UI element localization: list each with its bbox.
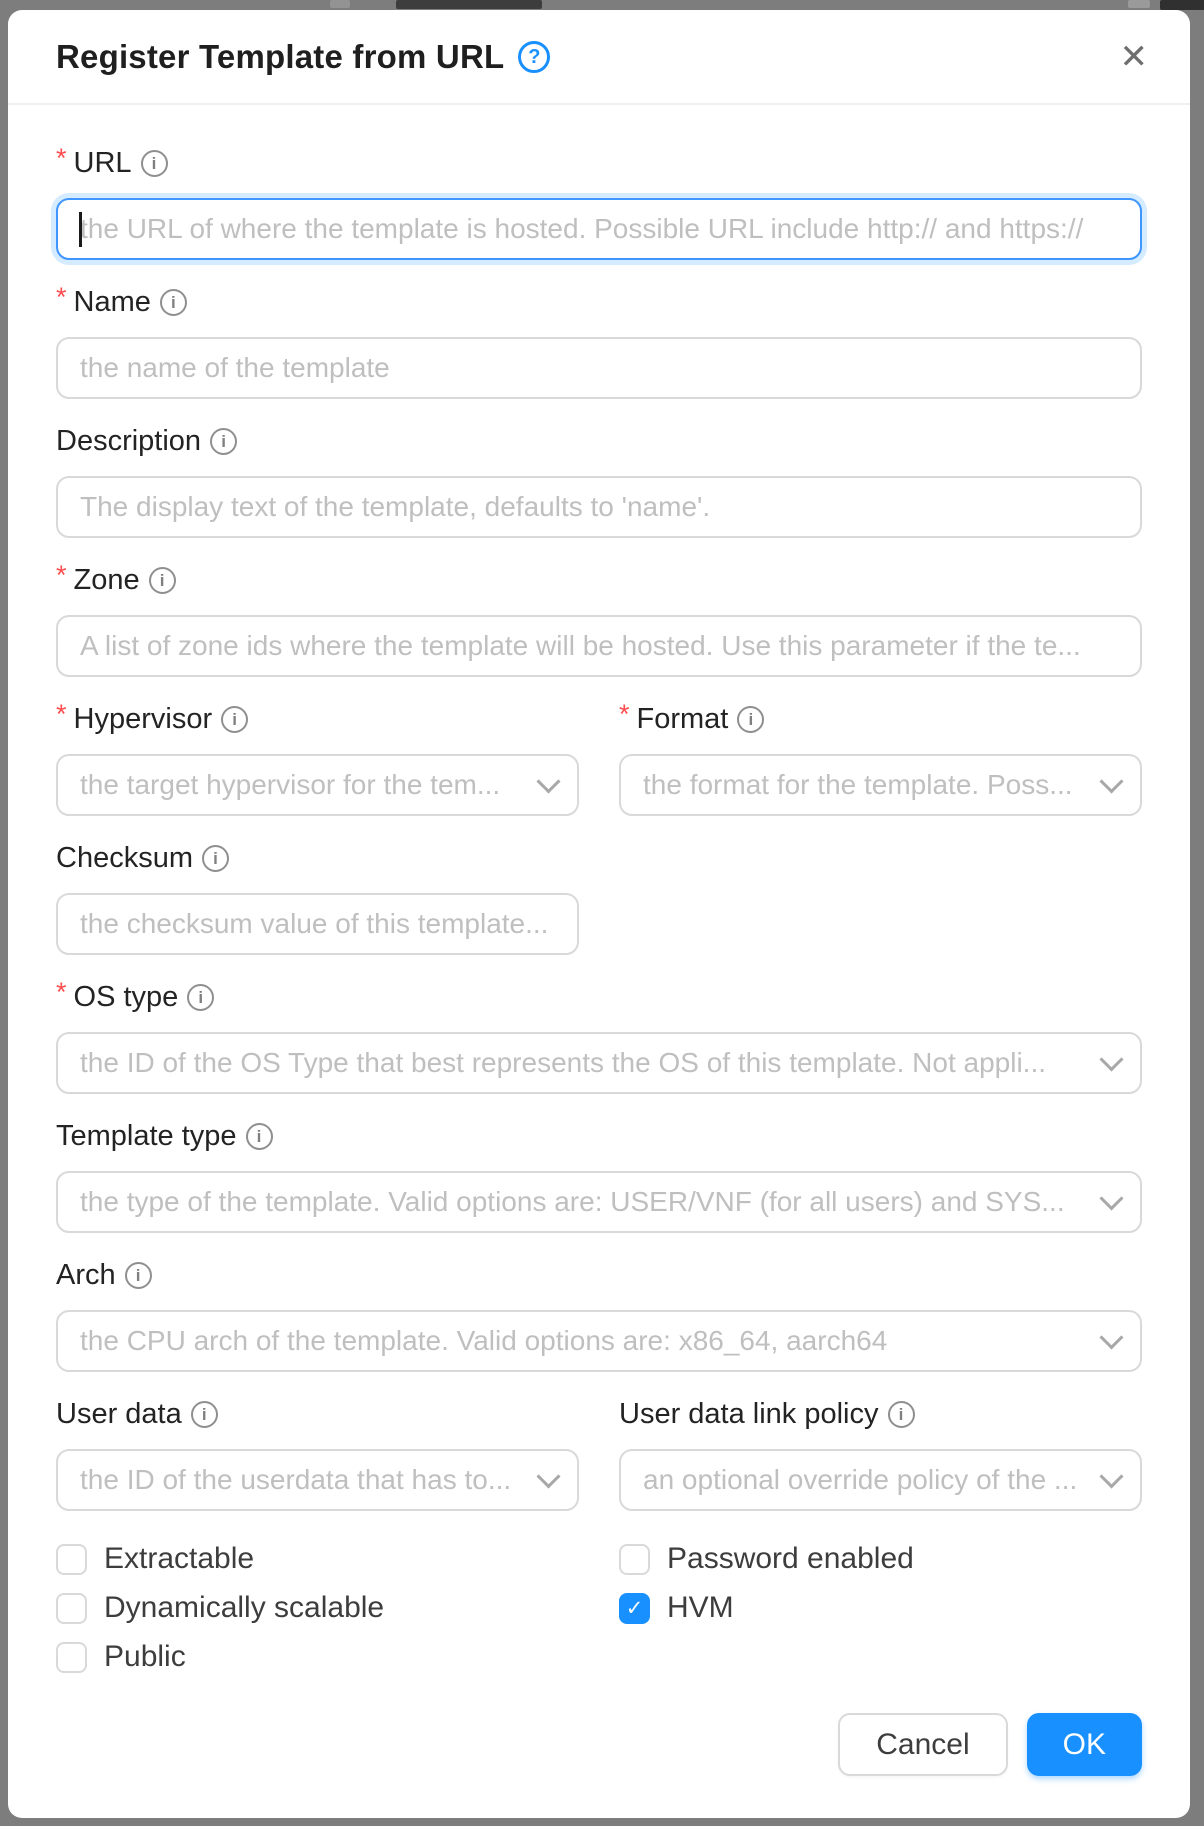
cancel-button[interactable]: Cancel	[838, 1713, 1007, 1776]
modal-footer	[8, 1713, 1190, 1818]
description-input[interactable]	[56, 476, 1142, 538]
field-templatetype	[56, 1120, 1142, 1233]
ostype-label: * OS type i	[56, 981, 1142, 1014]
info-icon[interactable]: i	[160, 289, 187, 316]
chevron-down-icon	[536, 1464, 560, 1488]
field-description	[56, 425, 1142, 538]
info-icon[interactable]: i	[149, 567, 176, 594]
register-template-modal	[8, 10, 1190, 1818]
password-enabled-checkbox[interactable]: Password enabled	[619, 1539, 1142, 1579]
field-name	[56, 282, 1142, 399]
url-label: * URL i	[56, 147, 1142, 180]
field-zone	[56, 560, 1142, 677]
field-ostype	[56, 977, 1142, 1094]
info-icon[interactable]: i	[191, 1401, 218, 1428]
checkbox-column-left	[56, 1539, 579, 1686]
description-label: Description i	[56, 425, 1142, 458]
close-icon[interactable]: ✕	[1119, 37, 1148, 76]
field-url	[56, 143, 1142, 260]
zone-label: * Zone i	[56, 564, 1142, 597]
public-checkbox[interactable]: Public	[56, 1637, 579, 1677]
background-page-fragment	[1160, 0, 1204, 10]
hypervisor-select[interactable]: the target hypervisor for the tem...	[56, 754, 579, 816]
chevron-down-icon	[1099, 769, 1123, 793]
chevron-down-icon	[1099, 1186, 1123, 1210]
help-circle-icon[interactable]: ?	[518, 41, 550, 73]
info-icon[interactable]: i	[246, 1123, 273, 1150]
dynamically-scalable-checkbox[interactable]: Dynamically scalable	[56, 1588, 579, 1628]
field-arch	[56, 1259, 1142, 1372]
required-mark: *	[56, 699, 67, 729]
name-input[interactable]	[56, 337, 1142, 399]
background-page-fragment	[330, 0, 350, 8]
background-page-fragment	[396, 0, 542, 9]
arch-label: Arch i	[56, 1259, 1142, 1292]
info-icon[interactable]: i	[210, 428, 237, 455]
background-page-fragment	[1128, 0, 1150, 8]
format-select[interactable]: the format for the template. Poss...	[619, 754, 1142, 816]
info-icon[interactable]: i	[141, 150, 168, 177]
modal-title: Register Template from URL	[56, 38, 505, 75]
text-cursor	[79, 212, 82, 247]
hvm-checkbox[interactable]: ✓ HVM	[619, 1588, 1142, 1628]
ok-button[interactable]: OK	[1027, 1713, 1142, 1776]
field-hypervisor	[56, 699, 579, 816]
required-mark: *	[56, 282, 67, 312]
checksum-label: Checksum i	[56, 842, 579, 875]
extractable-checkbox[interactable]: Extractable	[56, 1539, 579, 1579]
chevron-down-icon	[1099, 1047, 1123, 1071]
userdatapolicy-select[interactable]: an optional override policy of the ...	[619, 1449, 1142, 1511]
modal-header	[8, 10, 1190, 105]
chevron-down-icon	[1099, 1325, 1123, 1349]
info-icon[interactable]: i	[221, 706, 248, 733]
templatetype-select[interactable]: the type of the template. Valid options are: USER/VNF (for all users) and SYS...	[56, 1171, 1142, 1233]
info-icon[interactable]: i	[125, 1262, 152, 1289]
zone-input[interactable]	[56, 615, 1142, 677]
field-userdata	[56, 1398, 579, 1511]
field-userdatapolicy	[619, 1398, 1142, 1511]
arch-select[interactable]: the CPU arch of the template. Valid options are: x86_64, aarch64	[56, 1310, 1142, 1372]
templatetype-label: Template type i	[56, 1120, 1142, 1153]
hypervisor-label: * Hypervisor i	[56, 703, 579, 736]
chevron-down-icon	[1099, 1464, 1123, 1488]
info-icon[interactable]: i	[737, 706, 764, 733]
checksum-input[interactable]	[56, 893, 579, 955]
name-label: * Name i	[56, 286, 1142, 319]
checkbox-column-right	[619, 1539, 1142, 1686]
url-input[interactable]	[56, 198, 1142, 260]
info-icon[interactable]: i	[888, 1401, 915, 1428]
field-checksum	[56, 842, 579, 955]
chevron-down-icon	[536, 769, 560, 793]
ostype-select[interactable]: the ID of the OS Type that best represents the OS of this template. Not appli...	[56, 1032, 1142, 1094]
userdata-select[interactable]: the ID of the userdata that has to...	[56, 1449, 579, 1511]
modal-body	[8, 105, 1190, 1686]
check-icon: ✓	[625, 1596, 644, 1620]
required-mark: *	[56, 560, 67, 590]
userdata-label: User data i	[56, 1398, 579, 1431]
info-icon[interactable]: i	[187, 984, 214, 1011]
required-mark: *	[56, 977, 67, 1007]
required-mark: *	[619, 699, 630, 729]
field-format	[619, 699, 1142, 816]
userdatapolicy-label: User data link policy i	[619, 1398, 1142, 1431]
info-icon[interactable]: i	[202, 845, 229, 872]
format-label: * Format i	[619, 703, 1142, 736]
required-mark: *	[56, 143, 67, 173]
